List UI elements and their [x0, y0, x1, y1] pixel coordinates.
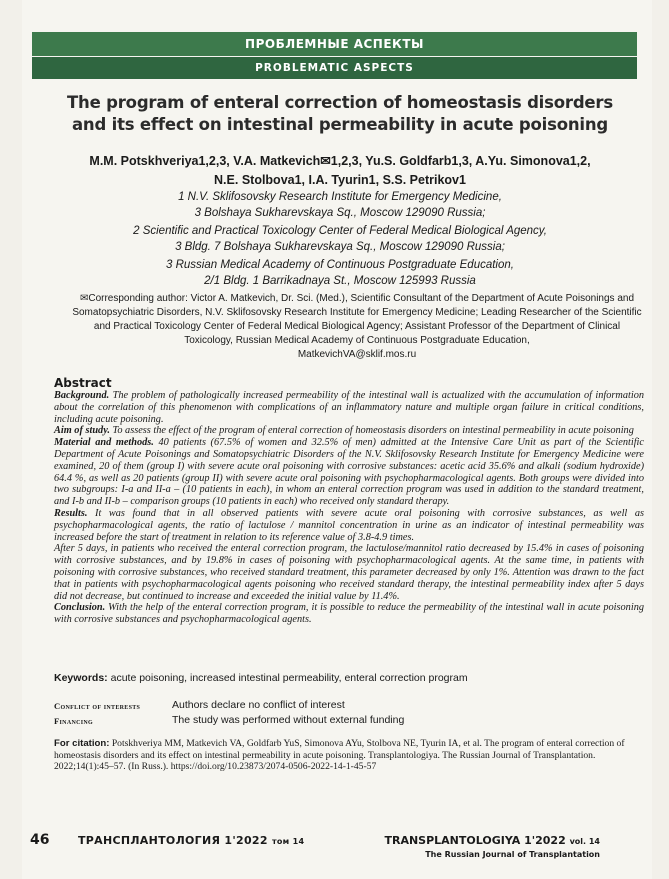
abstract-heading: Abstract [54, 376, 112, 390]
article-title [60, 92, 620, 136]
keywords: Keywords: acute poisoning, increased intestinal permeability, enteral correction program [54, 672, 468, 684]
title-line-1: The program of enteral correction of homeostasis disorders [67, 93, 613, 112]
abstract-results-2: After 5 days, in patients who received the enteral correction program, the lactulose/mannitol ratio decreased by 15.4% in cases of poisoning with corrosive substances, and by 19.8% in cases of poisoning with psychopharmacological agents. At the same time, in patients with poisoning with corrosive substances, who received standard treatment, this parameter decreased by only 1%. Attention was drawn to the fact that in patients with psychopharmacological agents poisoning who received standard therapy, the intestinal permeability index after 5 days did not decrease, but continued to increase and exceeded the initial value by 11.4%. [54, 543, 644, 602]
affiliation-3: 3 Russian Medical Academy of Continuous Postgraduate Education, 2/1 Bldg. 1 Barrikadnaya St., Moscow 125993 Russia [166, 259, 514, 287]
affiliations [80, 190, 600, 292]
authors-line-2: N.E. Stolbova1, I.A. Tyurin1, S.S. Petrikov1 [214, 173, 466, 187]
financing-text: The study was performed without external funding [172, 714, 405, 726]
corresponding-author: ✉Corresponding author: Victor A. Matkevich, Dr. Sci. (Med.), Scientific Consultant of the Department of Acute Poisonings and Somatopsychiatric Disorders, N.V. Sklifosovsky Research Institute for Emergency Medicine; Leading Researcher of the Scientific and Practical Toxicology Center of Federal Medical Biological Agency; Assistant Professor of the Department of Clinical Toxicology, Russian Medical Academy of Continuous Postgraduate Education, MatkevichVA@sklif.mos.ru [72, 293, 642, 360]
section-banner-ru: ПРОБЛЕМНЫЕ АСПЕКТЫ [32, 32, 637, 56]
page-footer [30, 832, 640, 872]
title-line-2: and its effect on intestinal permeability in acute poisoning [71, 115, 609, 134]
conflict-text: Authors declare no conflict of interest [172, 699, 345, 711]
abstract-methods: Material and methods. 40 patients (67.5% of women and 32.5% of men) admitted at the Intensive Care Unit as part of the Scientific Department of Acute Poisonings and Somatopsychiatric Disorders of the N.V. Sklifosovsky Research Institute for Emergency Medicine were examined, 20 of them (group I) with severe acute oral poisoning with corrosive substances: acetic acid 35.6% and alkali (sodium hydroxide) 64.4 %, as well as 20 patients (group II) with severe acute oral poisoning with psychopharmacological agents. Both groups were divided into two subgroups: I-a and II-a – (10 patients in each), in whom an enteral correction program was used in addition to the standard treatment, and I-b and II-b – comparison groups (10 patients in each) who received only standard therapy. [54, 437, 644, 508]
abstract-body [54, 390, 644, 626]
abstract-conclusion: Conclusion. With the help of the enteral correction program, it is possible to reduce the permeability of the intestinal wall in acute poisoning with corrosive substances and psychopharmacological agents. [54, 602, 644, 626]
conflict-row [54, 698, 644, 713]
journal-subtitle: The Russian Journal of Transplantation [425, 850, 600, 859]
abstract-aim: Aim of study. To assess the effect of the program of enteral correction of homeostasis disorders on intestinal permeability in acute poisoning [54, 425, 634, 437]
journal-name-en: TRANSPLANTOLOGIYA 1'2022 vol. 14 [384, 834, 600, 847]
declarations [54, 698, 644, 728]
authors-line-1: M.M. Potskhveriya1,2,3, V.A. Matkevich✉1,2,3, Yu.S. Goldfarb1,3, A.Yu. Simonova1,2, [89, 154, 591, 168]
affiliation-2: 2 Scientific and Practical Toxicology Center of Federal Medical Biological Agency, 3 Bldg. 7 Bolshaya Sukharevskaya Sq., Moscow 129090 Russia; [133, 225, 547, 253]
affiliation-1: 1 N.V. Sklifosovsky Research Institute for Emergency Medicine, 3 Bolshaya Sukharevskaya Sq., Moscow 129090 Russia; [178, 191, 502, 219]
financing-label: Financing [54, 716, 93, 726]
page-number: 46 [30, 832, 50, 848]
abstract-background: Background. The problem of pathologically increased permeability of the intestinal wall is actualized with the accumulation of information about the correlation of this phenomenon with complications of an inflammatory nature and multiple organ failure in critical conditions, including acute poisoning. [54, 390, 644, 425]
author-email[interactable]: MatkevichVA@sklif.mos.ru [297, 349, 417, 360]
abstract-results: Results. It was found that in all observed patients with severe acute oral poisoning with corrosive substances, as well as psychopharmacological agents, the ratio of lactulose / mannitol concentration in urine as an indicator of intestinal permeability was increased before the start of treatment in relation to its reference value of 3.8-4.9 times. [54, 507, 644, 543]
citation: For citation: Potskhveriya MM, Matkevich VA, Goldfarb YuS, Simonova AYu, Stolbova NE, Tyurin IA, et al. The program of enteral correction of homeostasis disorders and its effect on intestinal permeability in acute poisoning. Transplantologiya. The Russian Journal of Transplantation. 2022;14(1):45–57. (In Russ.). https://doi.org/10.23873/2074-0506-2022-14-1-45-57 [54, 738, 625, 772]
section-banner-en: PROBLEMATIC ASPECTS [32, 57, 637, 79]
financing-row [54, 713, 644, 728]
journal-name-ru: ТРАНСПЛАНТОЛОГИЯ 1'2022 том 14 [78, 834, 305, 847]
conflict-label: Conflict of interests [54, 701, 141, 711]
author-list [60, 152, 620, 190]
